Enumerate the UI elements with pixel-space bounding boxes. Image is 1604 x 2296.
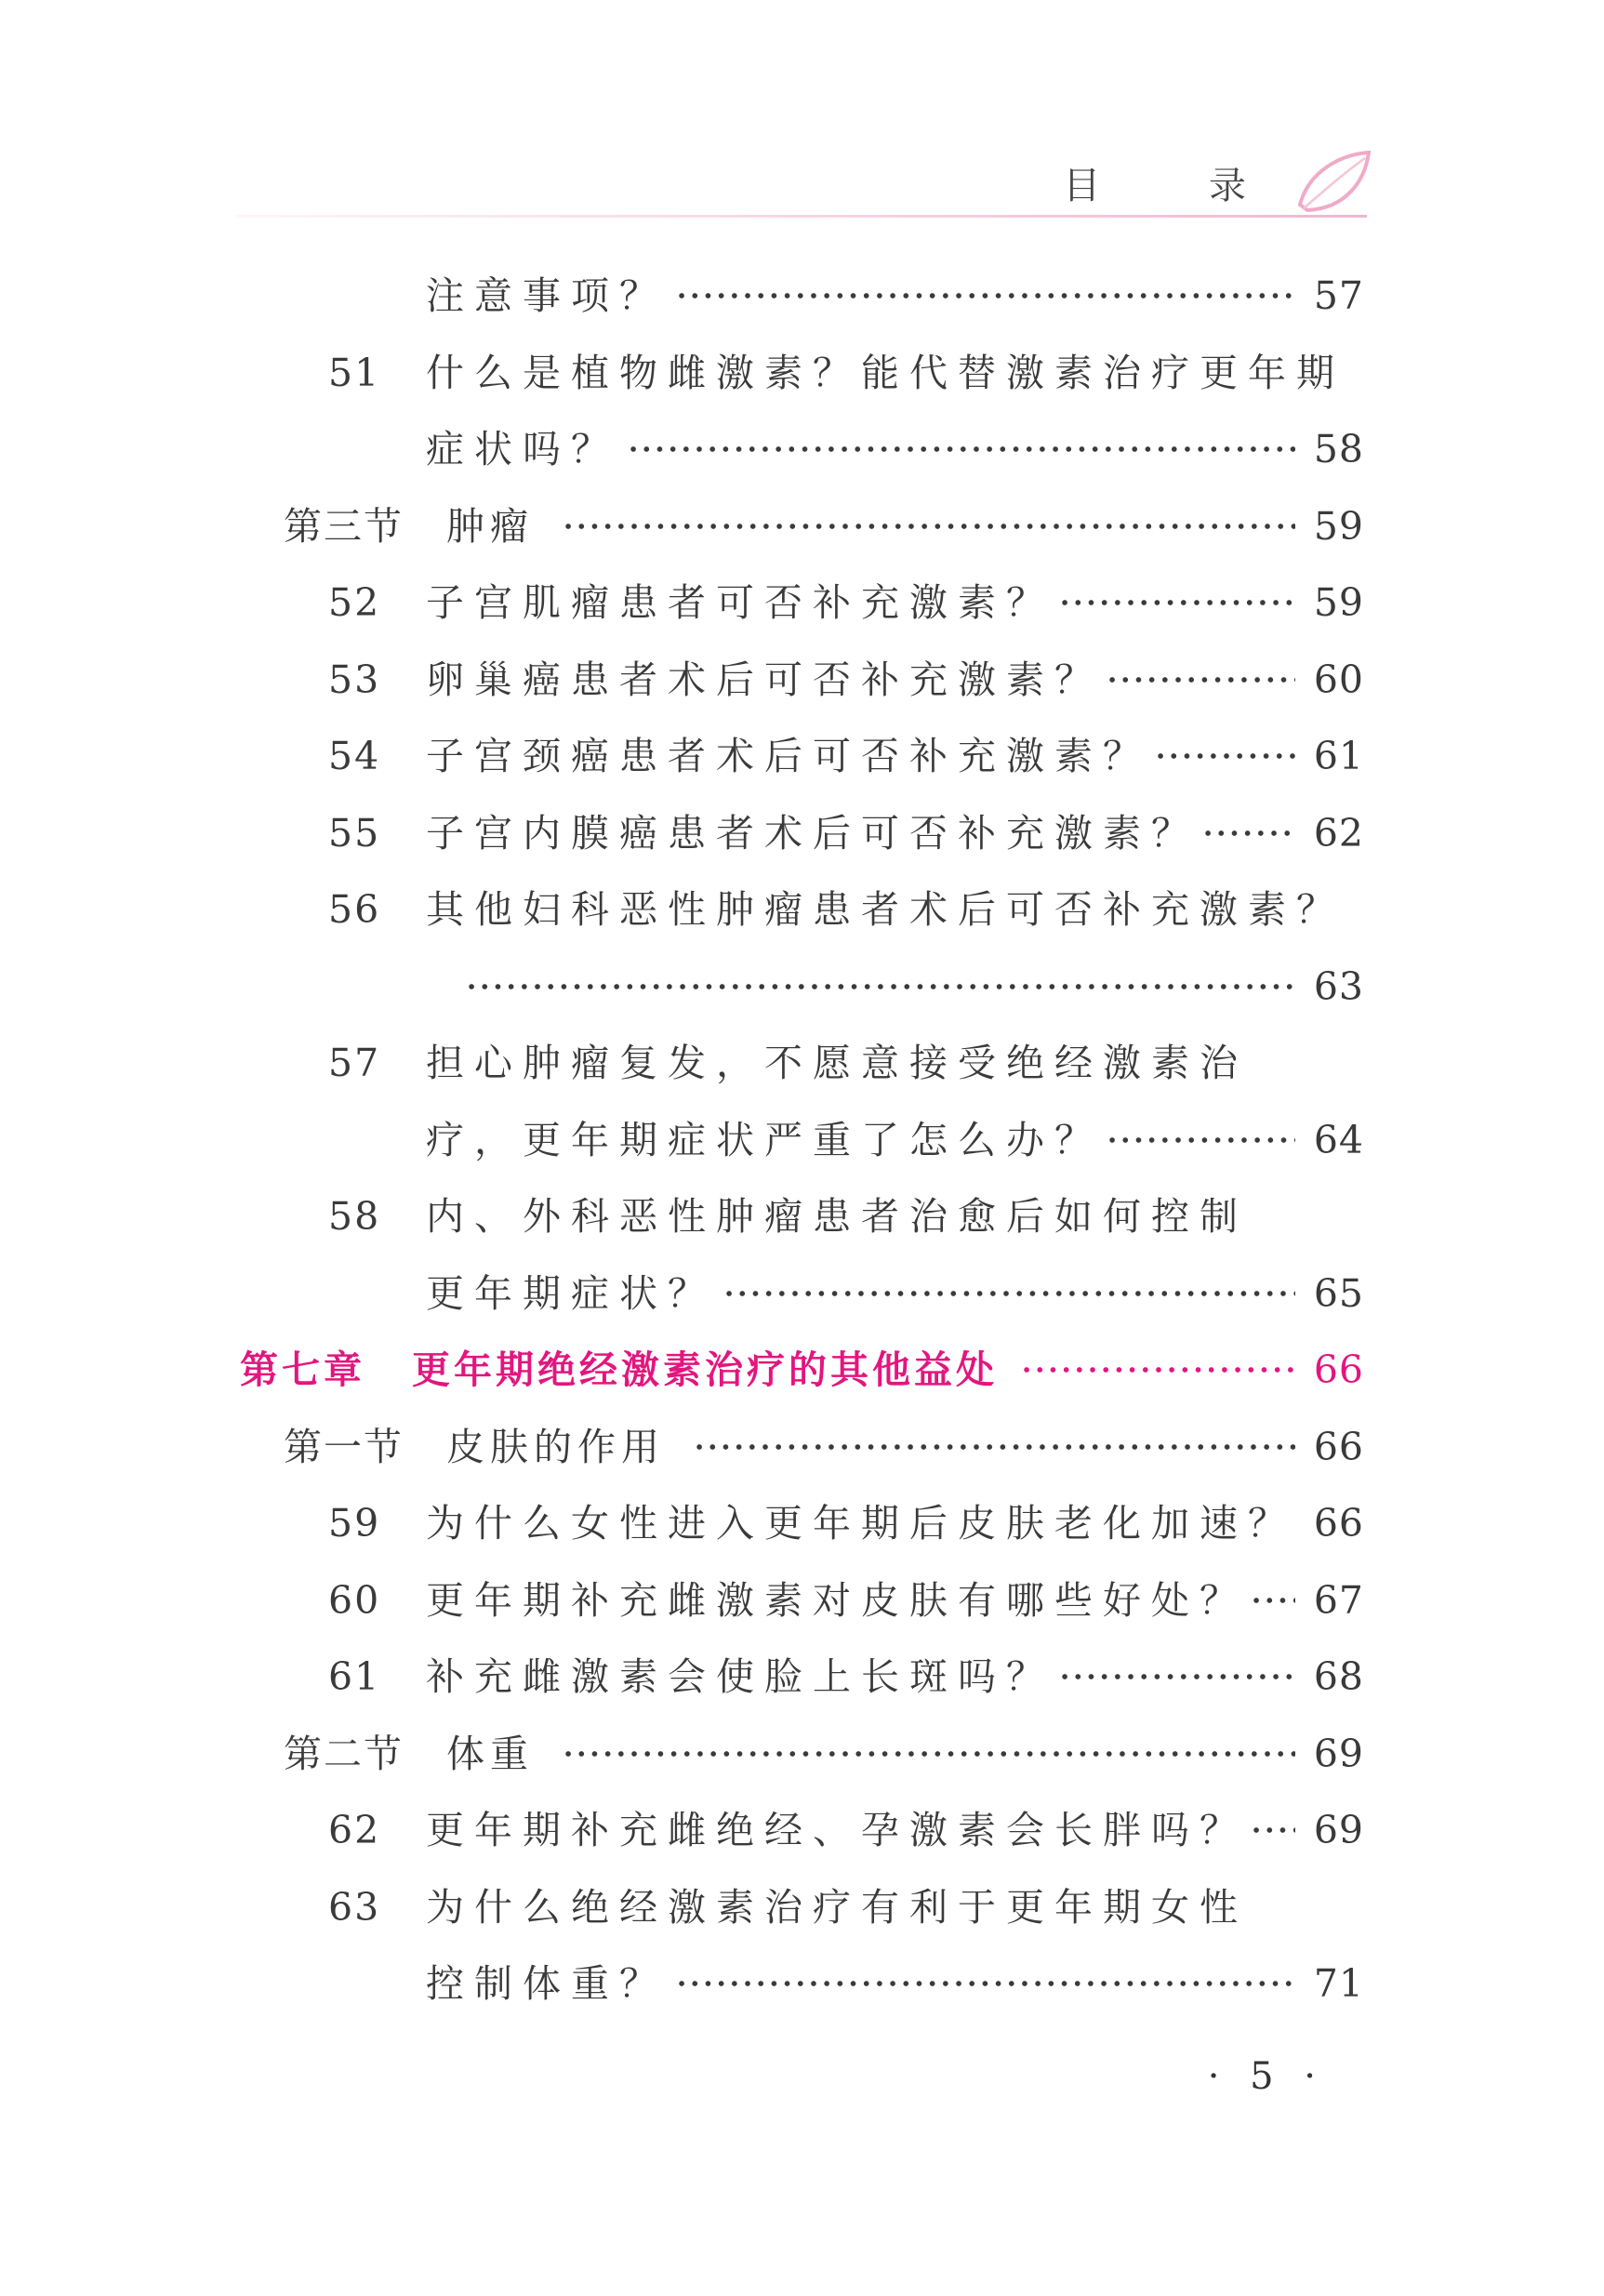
section-name: 体重 <box>446 1731 534 1776</box>
question-number: 58 <box>328 1194 381 1239</box>
header-rule <box>237 215 1367 218</box>
toc-question-row <box>0 796 1604 870</box>
question-title: 更年期补充雌激素对皮肤有哪些好处？ <box>426 1577 1248 1623</box>
toc-question-row <box>0 412 1604 486</box>
toc-question-row <box>0 1256 1604 1331</box>
question-title: 症状吗？ <box>426 427 619 471</box>
toc-question-row <box>0 719 1604 793</box>
question-title: 什么是植物雌激素？能代替激素治疗更年期 <box>426 350 1345 395</box>
section-name: 肿瘤 <box>446 503 534 549</box>
page-number: 60 <box>1313 657 1364 702</box>
toc-question-row <box>0 1870 1604 1944</box>
dot-leader <box>1058 565 1296 640</box>
page-number: 63 <box>1313 963 1364 1009</box>
dot-leader <box>1250 1563 1296 1638</box>
chapter-title <box>240 1333 998 1407</box>
question-title: 为什么绝经激素治疗有利于更年期女性 <box>426 1884 1248 1930</box>
page-number: 67 <box>1313 1577 1364 1623</box>
dot-leader <box>722 1256 1295 1331</box>
page-number: 64 <box>1313 1117 1364 1162</box>
question-title: 担心肿瘤复发，不愿意接受绝经激素治 <box>426 1041 1248 1085</box>
dot-leader <box>693 1410 1295 1484</box>
page-number: 59 <box>1313 580 1364 625</box>
page-number: 66 <box>1313 1347 1364 1392</box>
question-number: 61 <box>328 1654 381 1699</box>
dot-leader <box>627 412 1295 486</box>
dot-leader <box>675 1946 1296 2021</box>
toc-question-row <box>0 643 1604 717</box>
toc-question-row <box>0 336 1604 410</box>
page-number: 69 <box>1313 1808 1364 1852</box>
toc-section-row <box>0 489 1604 564</box>
chapter-name: 更年期绝经激素治疗的其他益处 <box>412 1347 998 1392</box>
page-number: 65 <box>1313 1270 1364 1316</box>
question-number: 60 <box>328 1577 381 1623</box>
dot-leader <box>1250 1793 1296 1867</box>
toc-question-row <box>0 1946 1604 2021</box>
question-title: 子宫内膜癌患者术后可否补充激素？ <box>426 810 1200 856</box>
question-title: 其他妇科恶性肿瘤患者术后可否补充激素？ <box>426 887 1345 932</box>
toc-question-row <box>0 565 1604 640</box>
question-number: 57 <box>328 1041 381 1085</box>
question-number: 63 <box>328 1884 381 1930</box>
question-number: 52 <box>328 580 381 625</box>
toc-section-row <box>0 1717 1604 1791</box>
dot-leader <box>1058 1639 1296 1714</box>
page-number: 62 <box>1313 810 1364 856</box>
question-number: 56 <box>328 887 381 932</box>
dot-leader <box>1106 643 1295 717</box>
question-title: 卵巢癌患者术后可否补充激素？ <box>426 657 1103 702</box>
dot-leader <box>1201 796 1295 870</box>
dot-leader <box>1020 1333 1295 1407</box>
leaf-icon <box>1291 147 1374 221</box>
question-title: 控制体重？ <box>426 1961 668 2006</box>
dot-leader <box>1106 1103 1295 1177</box>
section-title <box>284 1717 534 1791</box>
toc-question-row <box>0 949 1604 1024</box>
toc-question-row <box>0 872 1604 947</box>
chapter-label: 第七章 <box>240 1347 365 1392</box>
toc-question-row <box>0 1026 1604 1100</box>
question-number: 53 <box>328 657 381 702</box>
section-name: 皮肤的作用 <box>446 1424 665 1469</box>
dot-leader <box>1154 719 1296 793</box>
page-number: 69 <box>1313 1731 1364 1776</box>
section-title <box>284 489 534 564</box>
page-number: 61 <box>1313 734 1364 778</box>
running-header <box>237 139 1367 223</box>
page-folio: · 5 · <box>1207 2055 1325 2098</box>
section-label: 第二节 <box>284 1731 404 1776</box>
page-number: 58 <box>1313 427 1364 471</box>
section-title <box>284 1410 665 1484</box>
page-number: 66 <box>1313 1501 1364 1546</box>
question-number: 51 <box>328 350 381 395</box>
page-number: 59 <box>1313 503 1364 549</box>
question-number: 59 <box>328 1501 381 1546</box>
question-title: 更年期补充雌绝经、孕激素会长胖吗？ <box>426 1808 1248 1852</box>
dot-leader <box>562 1717 1295 1791</box>
section-label: 第三节 <box>284 503 404 549</box>
page-number: 71 <box>1313 1961 1364 2006</box>
page-number: 68 <box>1313 1654 1364 1699</box>
question-title: 为什么女性进入更年期后皮肤老化加速？ <box>426 1501 1296 1546</box>
toc-question-row <box>0 1793 1604 1867</box>
dot-leader <box>675 259 1296 333</box>
toc-section-row <box>0 1410 1604 1484</box>
question-title: 更年期症状？ <box>426 1270 716 1316</box>
dot-leader <box>562 489 1295 564</box>
question-title: 内、外科恶性肿瘤患者治愈后如何控制 <box>426 1194 1248 1239</box>
toc-question-row <box>0 1486 1604 1560</box>
question-title: 注意事项？ <box>426 273 668 318</box>
toc-question-row <box>0 1179 1604 1254</box>
page-number: 57 <box>1313 273 1364 318</box>
header-title: 目 录 <box>1063 165 1294 207</box>
question-title: 疗，更年期症状严重了怎么办？ <box>426 1117 1103 1162</box>
toc-question-row <box>0 259 1604 333</box>
question-title: 子宫肌瘤患者可否补充激素？ <box>426 580 1054 625</box>
toc-question-row <box>0 1103 1604 1177</box>
question-number: 54 <box>328 734 381 778</box>
toc-chapter-row <box>0 1333 1604 1407</box>
question-number: 62 <box>328 1808 381 1852</box>
dot-leader <box>465 949 1295 1024</box>
toc-question-row <box>0 1639 1604 1714</box>
question-title: 子宫颈癌患者术后可否补充激素？ <box>426 734 1151 778</box>
section-label: 第一节 <box>284 1424 404 1469</box>
page-number: 66 <box>1313 1424 1364 1469</box>
question-number: 55 <box>328 810 381 856</box>
toc-question-row <box>0 1563 1604 1638</box>
question-title: 补充雌激素会使脸上长斑吗？ <box>426 1654 1054 1699</box>
